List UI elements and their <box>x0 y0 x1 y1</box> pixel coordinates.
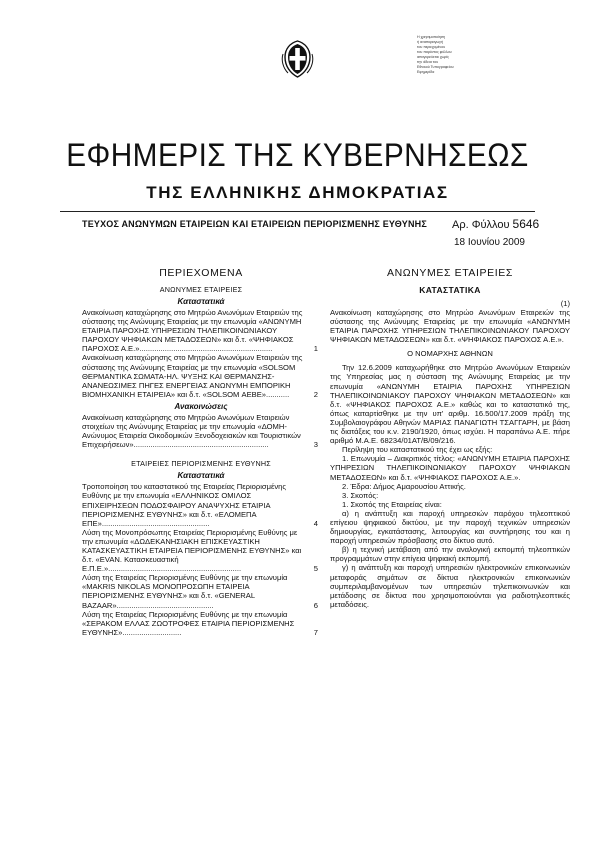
toc-entry[interactable] <box>82 308 320 353</box>
toc-page-number: 7 <box>313 627 318 637</box>
toc-category: ΑΝΩΝΥΜΕΣ ΕΤΑΙΡΕΙΕΣ <box>159 285 243 294</box>
issue-number-value: 5646 <box>512 217 540 231</box>
body-paragraph: γ) η ανάπτυξη και παροχή υπηρεσιών ηλεκτρονικών επικοινωνιών μεταφοράς σημάτων σε δίκτυα ηλεκτρονικών επικοινωνιών συμπεριλαμβανομένων των υπηρεσιών τηλεπικοινωνιών και μετάδοσης σε δίκτυα που χρησιμοποιούνται για ραδιοτηλεοπτικές μεταδόσεις. <box>330 563 570 609</box>
toc-page-number: 6 <box>313 600 318 610</box>
copyright-line: Εθνικού Τυπογραφείου <box>417 65 454 69</box>
toc-page-number: 1 <box>313 344 318 354</box>
body-paragraph: α) η ανάπτυξη και παροχή υπηρεσιών παρόχου τηλεοπτικού επίγειου ψηφιακού δικτύου, με την παροχή τεχνικών υπηρεσιών δημιουργίας, εγκατάστασης, λειτουργίας και συντήρησης του και η παροχή υπηρεσιών πρόσβασης στο δίκτυο αυτό. <box>330 508 570 546</box>
greek-emblem-icon <box>281 40 314 78</box>
prefect-heading: Ο ΝΟΜΑΡΧΗΣ ΑΘΗΝΩΝ <box>407 349 493 359</box>
table-of-contents <box>82 262 320 637</box>
item-number: (1) <box>560 299 570 308</box>
copyright-line: ή αναπαραγωγή <box>417 40 443 44</box>
copyright-line: απαγορεύεται χωρίς <box>417 55 450 59</box>
toc-entry-text: Ανακοίνωση καταχώρησης στο Μητρώο Ανωνύμων Εταιρειών στοιχείων της Ανώνυμης Εταιρείας με την επωνυμία «ΔΟΜΗ-Ανώνυμος Εταιρεία Οικοδομικών Ξενοδοχειακών και Τουριστικών Επιχειρήσεων»................................................................ <box>82 412 301 450</box>
toc-entry-text: Ανακοίνωση καταχώρησης στο Μητρώο Ανωνύμων Εταιρειών της σύστασης της Ανώνυμης Εταιρείας με την επωνυμία «ΑΝΩΝΥΜΗ ΕΤΑΙΡΙΑ ΠΑΡΟΧΗΣ ΥΠΗΡΕΣΙΩΝ ΤΗΛΕΠΙΚΟΙΝΩΝΙΑΚΟΥ ΠΑΡΟΧΟΥ ΨΗΦΙΑΚΩΝ ΜΕΤΑΔΟΣΕΩΝ» και δ.τ. «ΨΗΦΙΑΚΟΣ ΠΑΡΟΧΟΣ Α.Ε.»............................................................... <box>82 308 303 354</box>
toc-entry[interactable] <box>82 482 320 527</box>
toc-page-number: 2 <box>313 389 318 399</box>
toc-entry-text: Λύση της Εταιρείας Περιορισμένης Ευθύνης με την επωνυμία «MAKRIS NIKOLAS ΜΟΝΟΠΡΟΣΩΠΗ ΕΤΑΙΡΕΙΑ ΠΕΡΙΟΡΙΣΜΕΝΗΣ ΕΥΘΥΝΗΣ» και δ.τ. «GENERAL BAZAAR».............................................. <box>82 573 288 610</box>
toc-entry-text: Λύση της Εταιρείας Περιορισμένης Ευθύνης με την επωνυμία «ΣΕΡΑΚΟΜ ΕΛΛΑΣ ΖΩΟΤΡΟΦΕΣ ΕΤΑΙΡΙΑ ΠΕΡΙΟΡΙΣΜΕΝΗΣ ΕΥΘΥΝΗΣ»............................ <box>82 609 295 637</box>
body-paragraph: 3. Σκοπός: <box>342 490 379 500</box>
toc-subcategory: Καταστατικά <box>177 471 225 481</box>
toc-page-number: 3 <box>313 440 318 450</box>
toc-page-number: 4 <box>313 518 318 528</box>
issue-series: ΤΕΥΧΟΣ ΑΝΩΝΥΜΩΝ ΕΤΑΙΡΕΙΩΝ ΚΑΙ ΕΤΑΙΡΕΙΩΝ ΠΕΡΙΟΡΙΣΜΕΝΗΣ ΕΥΘΥΝΗΣ <box>82 219 427 229</box>
body-paragraph: Την 12.6.2009 καταχωρήθηκε στο Μητρώο Ανωνύμων Εταιρειών της Υπηρεσίας μας η σύσταση της Ανώνυμης Εταιρείας με την επωνυμία «ΑΝΩΝΥΜΗ ΕΤΑΙΡΙΑ ΠΑΡΟΧΗΣ ΥΠΗΡΕΣΙΩΝ ΤΗΛΕΠΙΚΟΙΝΩΝΙΑΚΟΥ ΠΑΡΟΧΟΥ ΨΗΦΙΑΚΩΝ ΜΕΤΑΔΟΣΕΩΝ» και δ.τ. «ΨΗΦΙΑΚΟΣ ΠΑΡΟΧΟΣ Α.Ε.» καθώς και το καταστατικό της, όπως καταρτίσθηκε με την υπ' αριθμ. 16.500/17.2009 πράξη της Συμβολαιογράφου Αθηνών ΜΑΡΙΑΣ ΠΑΝΑΓΙΩΤΗ ΤΣΑΓΓΑΡΗ, με βάση τις διατάξεις του κ.ν. 2190/1920, όπως ισχύει. Η παραπάνω Α.Ε. πήρε αριθμό Μ.Α.Ε. 68234/01ΑΤ/Β/09/216. <box>330 363 570 446</box>
toc-entry[interactable] <box>82 573 320 609</box>
toc-entry[interactable] <box>82 413 320 449</box>
article-body <box>330 262 570 609</box>
body-paragraph: Περίληψη του καταστατικού της έχει ως εξής: <box>342 445 493 455</box>
toc-page-number: 5 <box>313 564 318 574</box>
body-paragraph: 1. Σκοπός της Εταιρείας είναι: <box>342 499 442 509</box>
toc-category: ΕΤΑΙΡΕΙΕΣ ΠΕΡΙΟΡΙΣΜΕΝΗΣ ΕΥΘΥΝΗΣ <box>131 459 271 469</box>
announcement-intro: Ανακοίνωση καταχώρησης στο Μητρώο Ανωνύμων Εταιρειών της σύστασης της Ανώνυμης Εταιρείας με την επωνυμία «ΑΝΩΝΥΜΗ ΕΤΑΙΡΙΑ ΠΑΡΟΧΗΣ ΥΠΗΡΕΣΙΩΝ ΤΗΛΕΠΙΚΟΙΝΩΝΙΑΚΟΥ ΠΑΡΟΧΟΥ ΨΗΦΙΑΚΩΝ ΜΕΤΑΔΟΣΕΩΝ» και δ.τ. «ΨΗΦΙΑΚΟΣ ΠΑΡΟΧΟΣ Α.Ε.». <box>330 308 570 345</box>
body-paragraph: β) η τεχνική μετάβαση από την αναλογική εκπομπή τηλεοπτικών προγραμμάτων στην επίγεια ψηφιακή εκπομπή. <box>330 545 570 564</box>
toc-entry[interactable] <box>82 610 320 637</box>
issue-number <box>452 217 539 231</box>
toc-entry[interactable] <box>82 353 320 398</box>
body-paragraph: 2. Έδρα: Δήμος Αμαρουσίου Αττικής. <box>342 481 466 491</box>
issue-date: 18 Ιουνίου 2009 <box>454 237 525 248</box>
copyright-line: του παρόντος φύλλου <box>417 50 452 54</box>
header-rule <box>60 211 535 212</box>
masthead-title: ΕΦΗΜΕΡΙΣ ΤΗΣ ΚΥΒΕΡΝΗΣΕΩΣ <box>66 137 529 173</box>
toc-subcategory: Καταστατικά <box>177 297 225 306</box>
section-title: ΑΝΩΝΥΜΕΣ ΕΤΑΙΡΕΙΕΣ <box>387 267 513 279</box>
copyright-note <box>417 35 497 75</box>
toc-entry-text: Τροποποίηση του καταστατικού της Εταιρείας Περιορισμένης Ευθύνης με την επωνυμία «ΕΛΛΗΝΙΚΟΣ ΟΜΙΛΟΣ ΕΠΙΧΕΙΡΗΣΕΩΝ ΠΟΔΟΣΦΑΙΡΟΥ ΑΝΑΨΥΧΗΣ ΕΤΑΙΡΙΑ ΠΕΡΙΟΡΙΣΜΕΝΗΣ ΕΥΘΥΝΗΣ» και δ.τ. «ΕΛΟΜΕΠΑ ΕΠΕ»................................................... <box>82 482 287 528</box>
toc-entry[interactable] <box>82 528 320 573</box>
section-subtitle: ΚΑΤΑΣΤΑΤΙΚΑ <box>419 285 481 295</box>
copyright-line: Η χρησιμοποίηση <box>417 35 445 39</box>
toc-subcategory: Ανακοινώσεις <box>174 401 228 411</box>
copyright-line: του περιεχομένου <box>417 45 446 49</box>
issue-label: Αρ. Φύλλου <box>452 219 510 231</box>
copyright-line: Εφημερίδα <box>417 70 435 74</box>
toc-entry-text: Ανακοίνωση καταχώρησης στο Μητρώο Ανωνύμων Εταιρειών της σύστασης της Ανώνυμης Εταιρείας με την επωνυμία «SOLSOM ΘΕΡΜΑΝΤΙΚΑ ΣΩΜΑΤΑ-ΗΛ. ΨΥΞΗΣ ΚΑΙ ΘΕΡΜΑΝΣΗΣ-ΑΝΑΝΕΩΣΙΜΕΣ ΠΗΓΕΣ ΕΝΕΡΓΕΙΑΣ ΑΝΩΝΥΜΗ ΕΜΠΟΡΙΚΗ ΒΙΟΜΗΧΑΝΙΚΗ ΕΤΑΙΡΕΙΑ» και δ.τ. «SOLSOM ΑΕΒΕ»........... <box>82 353 303 399</box>
toc-entry-text: Λύση της Μονοπρόσωπης Εταιρείας Περιορισμένης Ευθύνης με την επωνυμία «ΔΩΔΕΚΑΝΗΣΙΑΚΗ ΕΠΙΣΚΕΥΑΣΤΙΚΗ ΚΑΤΑΣΚΕΥΑΣΤΙΚΗ ΕΤΑΙΡΕΙΑ ΠΕΡΙΟΡΙΣΜΕΝΗΣ ΕΥΘΥΝΗΣ» και δ.τ. «EVAN. Κατασκευαστική Ε.Π.Ε.»............................................................... <box>82 527 302 574</box>
toc-title: ΠΕΡΙΕΧΟΜΕΝΑ <box>159 267 243 279</box>
masthead-subtitle: ΤΗΣ ΕΛΛΗΝΙΚΗΣ ΔΗΜΟΚΡΑΤΙΑΣ <box>146 183 449 202</box>
body-paragraph: 1. Επωνυμία – Διακριτικός τίτλος: «ΑΝΩΝΥΜΗ ΕΤΑΙΡΙΑ ΠΑΡΟΧΗΣ ΥΠΗΡΕΣΙΩΝ ΤΗΛΕΠΙΚΟΙΝΩΝΙΑΚΟΥ ΠΑΡΟΧΟΥ ΨΗΦΙΑΚΩΝ ΜΕΤΑΔΟΣΕΩΝ» και δ.τ. «ΨΗΦΙΑΚΟΣ ΠΑΡΟΧΟΣ Α.Ε.». <box>330 454 570 482</box>
copyright-line: την άδεια του <box>417 60 439 64</box>
